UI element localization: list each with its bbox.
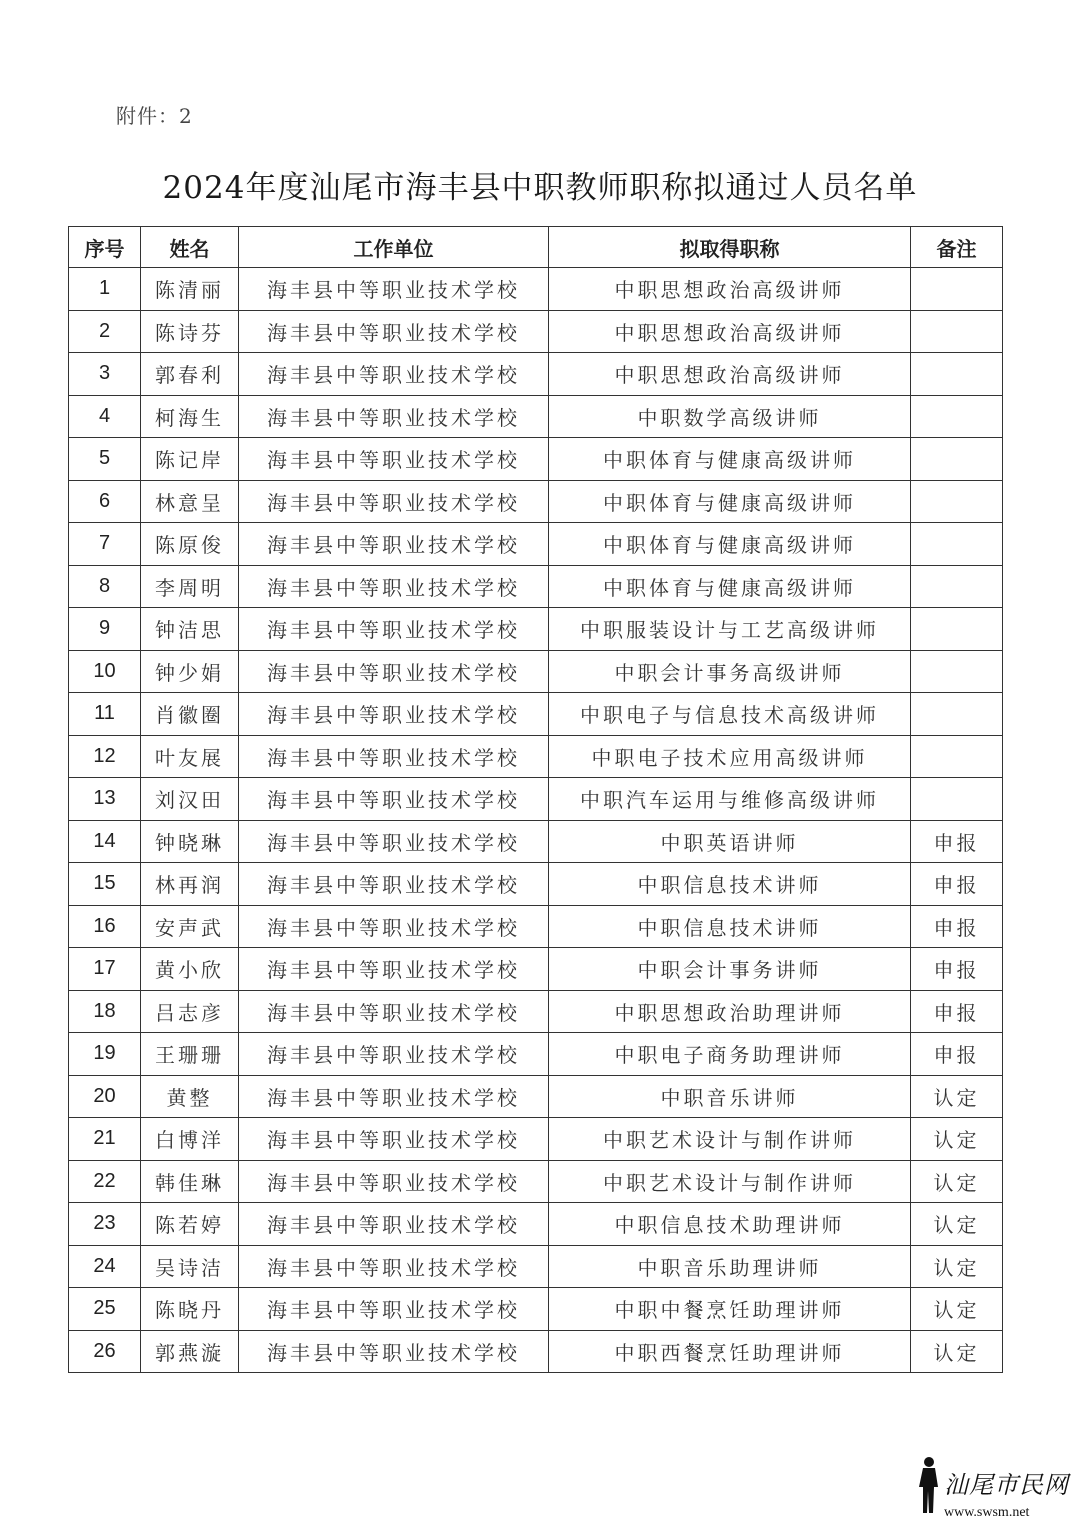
cell-title: 中职数学高级讲师	[549, 395, 911, 438]
site-watermark	[914, 1451, 1074, 1521]
cell-no: 15	[69, 863, 141, 906]
cell-note: 申报	[911, 990, 1003, 1033]
cell-name: 钟晓琳	[141, 820, 239, 863]
cell-note	[911, 353, 1003, 396]
cell-name: 刘汉田	[141, 778, 239, 821]
column-header-note: 备注	[911, 227, 1003, 268]
cell-no: 17	[69, 948, 141, 991]
cell-unit: 海丰县中等职业技术学校	[239, 820, 549, 863]
table-row	[69, 1118, 1003, 1161]
cell-unit: 海丰县中等职业技术学校	[239, 268, 549, 311]
cell-name: 郭春利	[141, 353, 239, 396]
cell-note	[911, 480, 1003, 523]
cell-name: 肖徽圈	[141, 693, 239, 736]
table-row	[69, 1033, 1003, 1076]
cell-no: 12	[69, 735, 141, 778]
column-header-name: 姓名	[141, 227, 239, 268]
table-row	[69, 395, 1003, 438]
cell-title: 中职思想政治高级讲师	[549, 268, 911, 311]
cell-no: 22	[69, 1160, 141, 1203]
table-row	[69, 523, 1003, 566]
cell-name: 林意呈	[141, 480, 239, 523]
cell-note: 申报	[911, 820, 1003, 863]
table-body	[69, 268, 1003, 1373]
cell-unit: 海丰县中等职业技术学校	[239, 1203, 549, 1246]
cell-title: 中职音乐助理讲师	[549, 1245, 911, 1288]
cell-unit: 海丰县中等职业技术学校	[239, 523, 549, 566]
cell-note: 申报	[911, 948, 1003, 991]
cell-unit: 海丰县中等职业技术学校	[239, 650, 549, 693]
cell-name: 黄整	[141, 1075, 239, 1118]
cell-no: 1	[69, 268, 141, 311]
cell-name: 陈原俊	[141, 523, 239, 566]
cell-note	[911, 650, 1003, 693]
cell-title: 中职艺术设计与制作讲师	[549, 1118, 911, 1161]
cell-name: 白博洋	[141, 1118, 239, 1161]
table-row	[69, 905, 1003, 948]
cell-unit: 海丰县中等职业技术学校	[239, 438, 549, 481]
table-row	[69, 650, 1003, 693]
cell-name: 韩佳琳	[141, 1160, 239, 1203]
cell-no: 18	[69, 990, 141, 1033]
cell-no: 3	[69, 353, 141, 396]
cell-note	[911, 778, 1003, 821]
table-row	[69, 1075, 1003, 1118]
cell-no: 13	[69, 778, 141, 821]
cell-title: 中职中餐烹饪助理讲师	[549, 1288, 911, 1331]
cell-no: 25	[69, 1288, 141, 1331]
cell-note: 申报	[911, 1033, 1003, 1076]
cell-name: 王珊珊	[141, 1033, 239, 1076]
cell-title: 中职电子技术应用高级讲师	[549, 735, 911, 778]
cell-unit: 海丰县中等职业技术学校	[239, 565, 549, 608]
attachment-label: 附件：2	[116, 104, 193, 128]
cell-title: 中职电子与信息技术高级讲师	[549, 693, 911, 736]
cell-note: 认定	[911, 1288, 1003, 1331]
cell-title: 中职音乐讲师	[549, 1075, 911, 1118]
cell-unit: 海丰县中等职业技术学校	[239, 1245, 549, 1288]
table-row	[69, 990, 1003, 1033]
table-row	[69, 310, 1003, 353]
cell-no: 4	[69, 395, 141, 438]
cell-unit: 海丰县中等职业技术学校	[239, 353, 549, 396]
cell-unit: 海丰县中等职业技术学校	[239, 1075, 549, 1118]
cell-name: 叶友展	[141, 735, 239, 778]
cell-title: 中职艺术设计与制作讲师	[549, 1160, 911, 1203]
cell-unit: 海丰县中等职业技术学校	[239, 1160, 549, 1203]
cell-note	[911, 693, 1003, 736]
cell-title: 中职信息技术助理讲师	[549, 1203, 911, 1246]
cell-unit: 海丰县中等职业技术学校	[239, 735, 549, 778]
table-row	[69, 863, 1003, 906]
cell-note	[911, 608, 1003, 651]
table-row	[69, 948, 1003, 991]
table-row	[69, 820, 1003, 863]
person-silhouette-icon	[914, 1455, 942, 1517]
cell-title: 中职思想政治高级讲师	[549, 310, 911, 353]
cell-title: 中职思想政治高级讲师	[549, 353, 911, 396]
cell-unit: 海丰县中等职业技术学校	[239, 480, 549, 523]
cell-no: 19	[69, 1033, 141, 1076]
column-header-title: 拟取得职称	[549, 227, 911, 268]
cell-unit: 海丰县中等职业技术学校	[239, 310, 549, 353]
cell-no: 21	[69, 1118, 141, 1161]
table-row	[69, 1245, 1003, 1288]
cell-title: 中职会计事务高级讲师	[549, 650, 911, 693]
cell-note	[911, 735, 1003, 778]
cell-name: 钟洁思	[141, 608, 239, 651]
cell-name: 陈晓丹	[141, 1288, 239, 1331]
roster-table	[68, 226, 1003, 1373]
cell-no: 5	[69, 438, 141, 481]
cell-title: 中职信息技术讲师	[549, 863, 911, 906]
cell-name: 陈清丽	[141, 268, 239, 311]
cell-unit: 海丰县中等职业技术学校	[239, 693, 549, 736]
cell-name: 钟少娟	[141, 650, 239, 693]
cell-note	[911, 438, 1003, 481]
table-row	[69, 608, 1003, 651]
cell-note	[911, 523, 1003, 566]
column-header-unit: 工作单位	[239, 227, 549, 268]
column-header-no: 序号	[69, 227, 141, 268]
cell-title: 中职体育与健康高级讲师	[549, 438, 911, 481]
cell-name: 陈若婷	[141, 1203, 239, 1246]
table-header-row	[69, 227, 1003, 268]
cell-unit: 海丰县中等职业技术学校	[239, 948, 549, 991]
cell-title: 中职英语讲师	[549, 820, 911, 863]
cell-name: 吴诗洁	[141, 1245, 239, 1288]
cell-title: 中职服装设计与工艺高级讲师	[549, 608, 911, 651]
document-title: 2024年度汕尾市海丰县中职教师职称拟通过人员名单	[162, 170, 918, 206]
cell-unit: 海丰县中等职业技术学校	[239, 1118, 549, 1161]
cell-unit: 海丰县中等职业技术学校	[239, 1288, 549, 1331]
cell-note: 认定	[911, 1160, 1003, 1203]
table-row	[69, 565, 1003, 608]
cell-title: 中职电子商务助理讲师	[549, 1033, 911, 1076]
table-row	[69, 735, 1003, 778]
cell-note: 认定	[911, 1075, 1003, 1118]
cell-name: 李周明	[141, 565, 239, 608]
table-row	[69, 1330, 1003, 1373]
table-row	[69, 353, 1003, 396]
cell-note: 认定	[911, 1118, 1003, 1161]
cell-name: 郭燕漩	[141, 1330, 239, 1373]
cell-note: 申报	[911, 863, 1003, 906]
cell-unit: 海丰县中等职业技术学校	[239, 863, 549, 906]
cell-note	[911, 268, 1003, 311]
cell-title: 中职体育与健康高级讲师	[549, 523, 911, 566]
cell-note: 认定	[911, 1330, 1003, 1373]
cell-note: 申报	[911, 905, 1003, 948]
cell-no: 8	[69, 565, 141, 608]
cell-title: 中职信息技术讲师	[549, 905, 911, 948]
cell-note	[911, 310, 1003, 353]
cell-title: 中职体育与健康高级讲师	[549, 480, 911, 523]
cell-title: 中职汽车运用与维修高级讲师	[549, 778, 911, 821]
cell-unit: 海丰县中等职业技术学校	[239, 1033, 549, 1076]
cell-note	[911, 395, 1003, 438]
cell-no: 10	[69, 650, 141, 693]
cell-no: 11	[69, 693, 141, 736]
cell-no: 14	[69, 820, 141, 863]
cell-no: 23	[69, 1203, 141, 1246]
cell-name: 柯海生	[141, 395, 239, 438]
cell-name: 安声武	[141, 905, 239, 948]
cell-name: 陈记岸	[141, 438, 239, 481]
table-row	[69, 1288, 1003, 1331]
table-row	[69, 480, 1003, 523]
cell-name: 黄小欣	[141, 948, 239, 991]
cell-no: 24	[69, 1245, 141, 1288]
cell-title: 中职西餐烹饪助理讲师	[549, 1330, 911, 1373]
cell-name: 陈诗芬	[141, 310, 239, 353]
cell-title: 中职体育与健康高级讲师	[549, 565, 911, 608]
cell-unit: 海丰县中等职业技术学校	[239, 608, 549, 651]
cell-no: 6	[69, 480, 141, 523]
watermark-site-name: 汕尾市民网	[944, 1471, 1069, 1499]
cell-name: 吕志彦	[141, 990, 239, 1033]
cell-name: 林再润	[141, 863, 239, 906]
table-row	[69, 438, 1003, 481]
cell-unit: 海丰县中等职业技术学校	[239, 1330, 549, 1373]
cell-note	[911, 565, 1003, 608]
watermark-url: www.swsm.net	[944, 1505, 1030, 1520]
cell-no: 16	[69, 905, 141, 948]
table-row	[69, 693, 1003, 736]
cell-no: 9	[69, 608, 141, 651]
cell-no: 20	[69, 1075, 141, 1118]
cell-unit: 海丰县中等职业技术学校	[239, 778, 549, 821]
cell-unit: 海丰县中等职业技术学校	[239, 990, 549, 1033]
cell-no: 2	[69, 310, 141, 353]
table-row	[69, 268, 1003, 311]
cell-no: 26	[69, 1330, 141, 1373]
cell-note: 认定	[911, 1245, 1003, 1288]
table-row	[69, 778, 1003, 821]
cell-unit: 海丰县中等职业技术学校	[239, 395, 549, 438]
table-row	[69, 1203, 1003, 1246]
cell-note: 认定	[911, 1203, 1003, 1246]
cell-title: 中职思想政治助理讲师	[549, 990, 911, 1033]
cell-title: 中职会计事务讲师	[549, 948, 911, 991]
cell-no: 7	[69, 523, 141, 566]
table-row	[69, 1160, 1003, 1203]
cell-unit: 海丰县中等职业技术学校	[239, 905, 549, 948]
